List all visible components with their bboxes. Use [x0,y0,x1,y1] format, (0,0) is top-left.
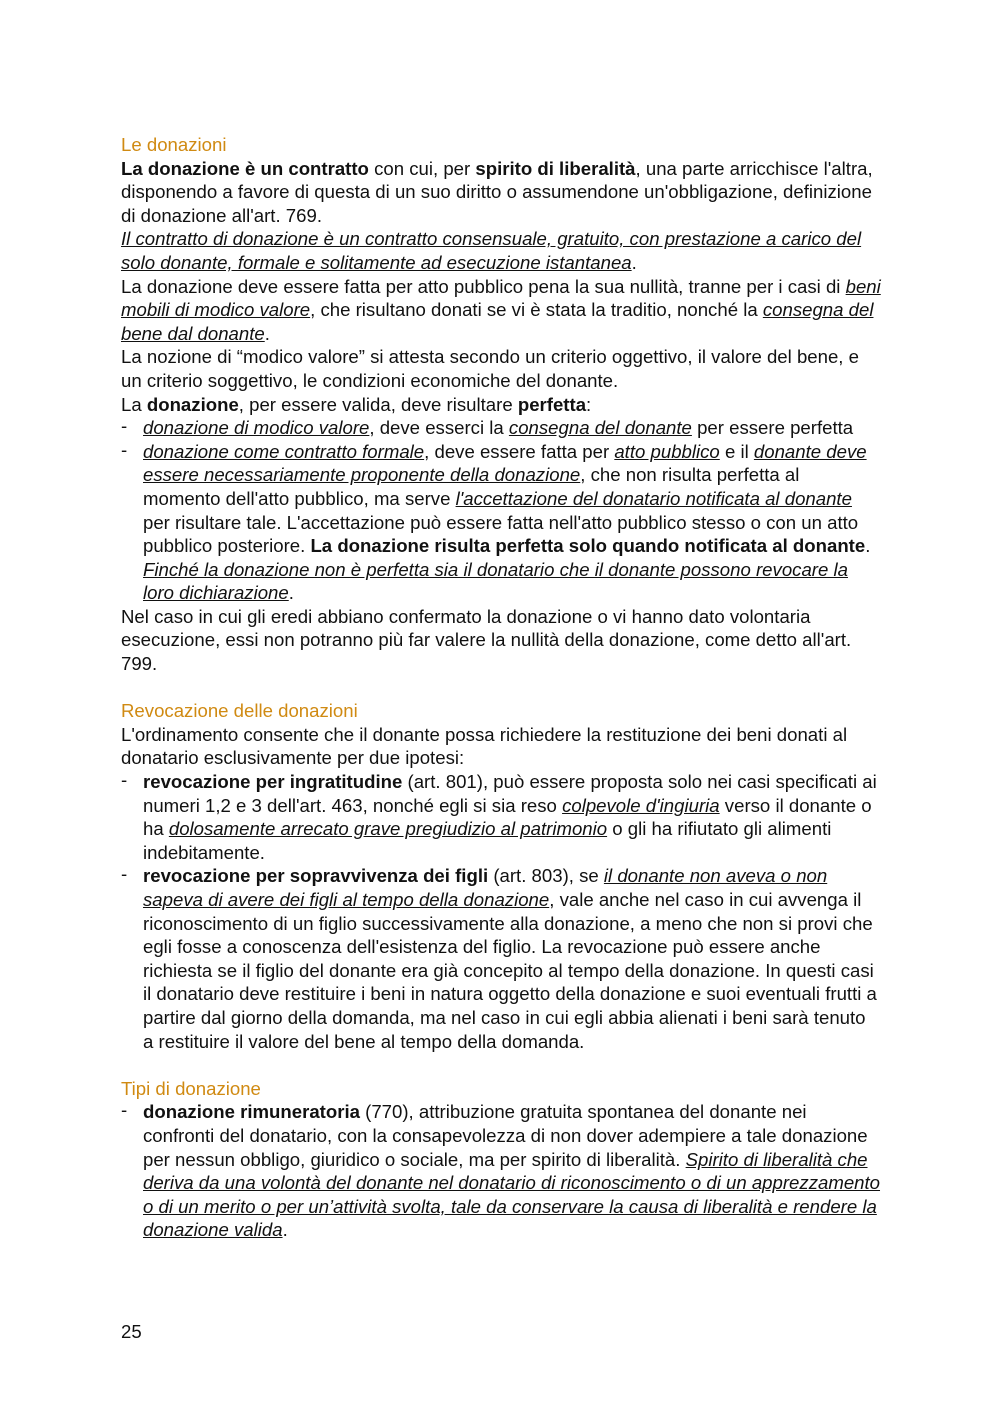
list-item-rimuneratoria: - donazione rimuneratoria (770), attribuzione gratuita spontanea del donante nei confronti del donatario, con la consapevolezza di non dover adempiere a tale donazione per nessun obbligo, giuridico o sociale, ma per spirito di liberalità. Spirito di liberalità che deriva da una volontà del donante nel donatario di riconoscimento o di un apprezzamento o di un merito o per un’attività svolta, tale da conservare la causa di liberalità e rendere la donazione valida. [121,1099,881,1241]
emphasis-text: donazione di modico valore [143,417,370,439]
spacer [121,676,881,700]
bold-text: La donazione è un contratto [121,157,369,179]
list-item-modico-valore: - donazione di modico valore, deve esserci la consegna del donante per essere perfetta [121,415,854,439]
section-heading-tipi: Tipi di donazione [121,1077,261,1099]
emphasis-text: donante deve essere necessariamente proponente della donazione [143,440,867,486]
emphasis-text: Il contratto di donazione è un contratto consensuale, gratuito, con prestazione a carico del solo donante, formale e solitamente ad esecuzione istantanea [121,228,862,273]
emphasis-text: il donante non aveva o non sapeva di avere dei figli al tempo della donazione [143,865,828,910]
document-page [121,133,881,1242]
emphasis-text: l'accettazione del donatario notificata al donante [455,487,852,509]
section-heading-revocazione: Revocazione delle donazioni [121,700,358,722]
bold-text: spirito di liberalità [475,157,636,179]
list-item-contratto-formale: - donazione come contratto formale, deve essere fatta per atto pubblico e il donante deve essere necessariamente proponente della donazione, che non risulta perfetta al momento dell'atto pubblico, ma serve l'accettazione del donatario notificata al donante per risultare tale. L'accettazione può essere fatta nell'atto pubblico stesso o con un atto pubblico posteriore. La donazione risulta perfetta solo quando notificata al donante. Finché la donazione non è perfetta sia il donatario che il donante possono revocare la loro dichiarazione. [121,438,871,604]
emphasis-text: Spirito di liberalità che deriva da una volontà del donante nel donatario di riconoscimento o di un apprezzamento o di un merito o per un’attività svolta, tale da conservare la causa di liberalità e rendere la donazione valida [143,1148,881,1241]
paragraph-form: La donazione deve essere fatta per atto pubblico pena la sua nullità, tranne per i casi di beni mobili di modico valore, che risultano donati se vi è stata la traditio, nonché la consegna del bene dal donante. [121,275,881,344]
emphasis-text: consegna del donante [508,417,692,439]
list-item-ingratitudine: - revocazione per ingratitudine (art. 801), può essere proposta solo nei casi specificati ai numeri 1,2 e 3 dell'art. 463, nonché egli si sia reso colpevole d'ingiuria verso il donante o ha dolosamente arrecato grave pregiudizio al patrimonio o gli ha rifiutato gli alimenti indebitamente. [121,769,877,863]
bullet-dash: - [121,1099,128,1121]
bold-text: perfetta [517,393,587,415]
spacer [121,1053,881,1077]
emphasis-text: Finché la donazione non è perfetta sia il donatario che il donante possono revocare la loro dichiarazione [143,558,848,604]
bullet-dash: - [121,863,128,885]
paragraph-revocazione-intro: L'ordinamento consente che il donante possa richiedere la restituzione dei beni donati al donatario esclusivamente per due ipotesi: [121,723,848,769]
paragraph-definition: La donazione è un contratto con cui, per spirito di liberalità, una parte arricchisce l'altra, disponendo a favore di questa di un suo diritto o assumendone un'obbligazione, definizione di donazione all'art. 769. [121,157,873,226]
bold-text: donazione [146,393,239,415]
emphasis-text: consegna del bene dal donante [121,299,874,344]
paragraph-eredi: Nel caso in cui gli eredi abbiano confermato la donazione o vi hanno dato volontaria esecuzione, essi non potranno più far valere la nullità della donazione, come detto all'art. 799. [121,605,852,675]
bullet-dash: - [121,438,128,460]
emphasis-text: atto pubblico [614,440,720,462]
bold-text: donazione rimuneratoria [143,1101,360,1123]
paragraph-perfetta: La donazione, per essere valida, deve risultare perfetta: [121,393,592,415]
paragraph-characteristics: Il contratto di donazione è un contratto consensuale, gratuito, con prestazione a carico del solo donante, formale e solitamente ad esecuzione istantanea. [121,228,862,273]
emphasis-text: dolosamente arrecato grave pregiudizio al patrimonio [168,818,608,840]
bullet-dash: - [121,415,128,437]
emphasis-text: donazione come contratto formale [143,440,425,462]
list-item-sopravvivenza-figli: - revocazione per sopravvivenza dei figli (art. 803), se il donante non aveva o non sapeva di avere dei figli al tempo della donazione, vale anche nel caso in cui avvenga il riconoscimento di un figlio successivamente alla donazione, a meno che non si provi che egli fosse a conoscenza dell'esistenza del figlio. La revocazione può essere anche richiesta se il figlio del donante era già concepito al tempo della donazione. In questi casi il donatario deve restituire i beni in natura oggetto della donazione e suoi eventuali frutti a partire dal giorno della domanda, ma nel caso in cui egli abbia alienati i beni sarà tenuto a restituire il valore del bene al tempo della domanda. [121,863,877,1052]
section-heading-donazioni: Le donazioni [121,134,227,155]
bullet-dash: - [121,769,128,791]
page-number: 25 [121,1321,142,1342]
emphasis-text: colpevole d'ingiuria [562,794,720,816]
emphasis-text: beni mobili di modico valore [121,275,881,321]
paragraph-modico-valore: La nozione di “modico valore” si attesta secondo un criterio oggettivo, il valore del bene, e un criterio soggettivo, le condizioni economiche del donante. [121,346,859,391]
bold-text: La donazione risulta perfetta solo quando notificata al donante [310,535,866,557]
bold-text: revocazione per ingratitudine [143,771,403,793]
bold-text: revocazione per sopravvivenza dei figli [143,865,489,887]
